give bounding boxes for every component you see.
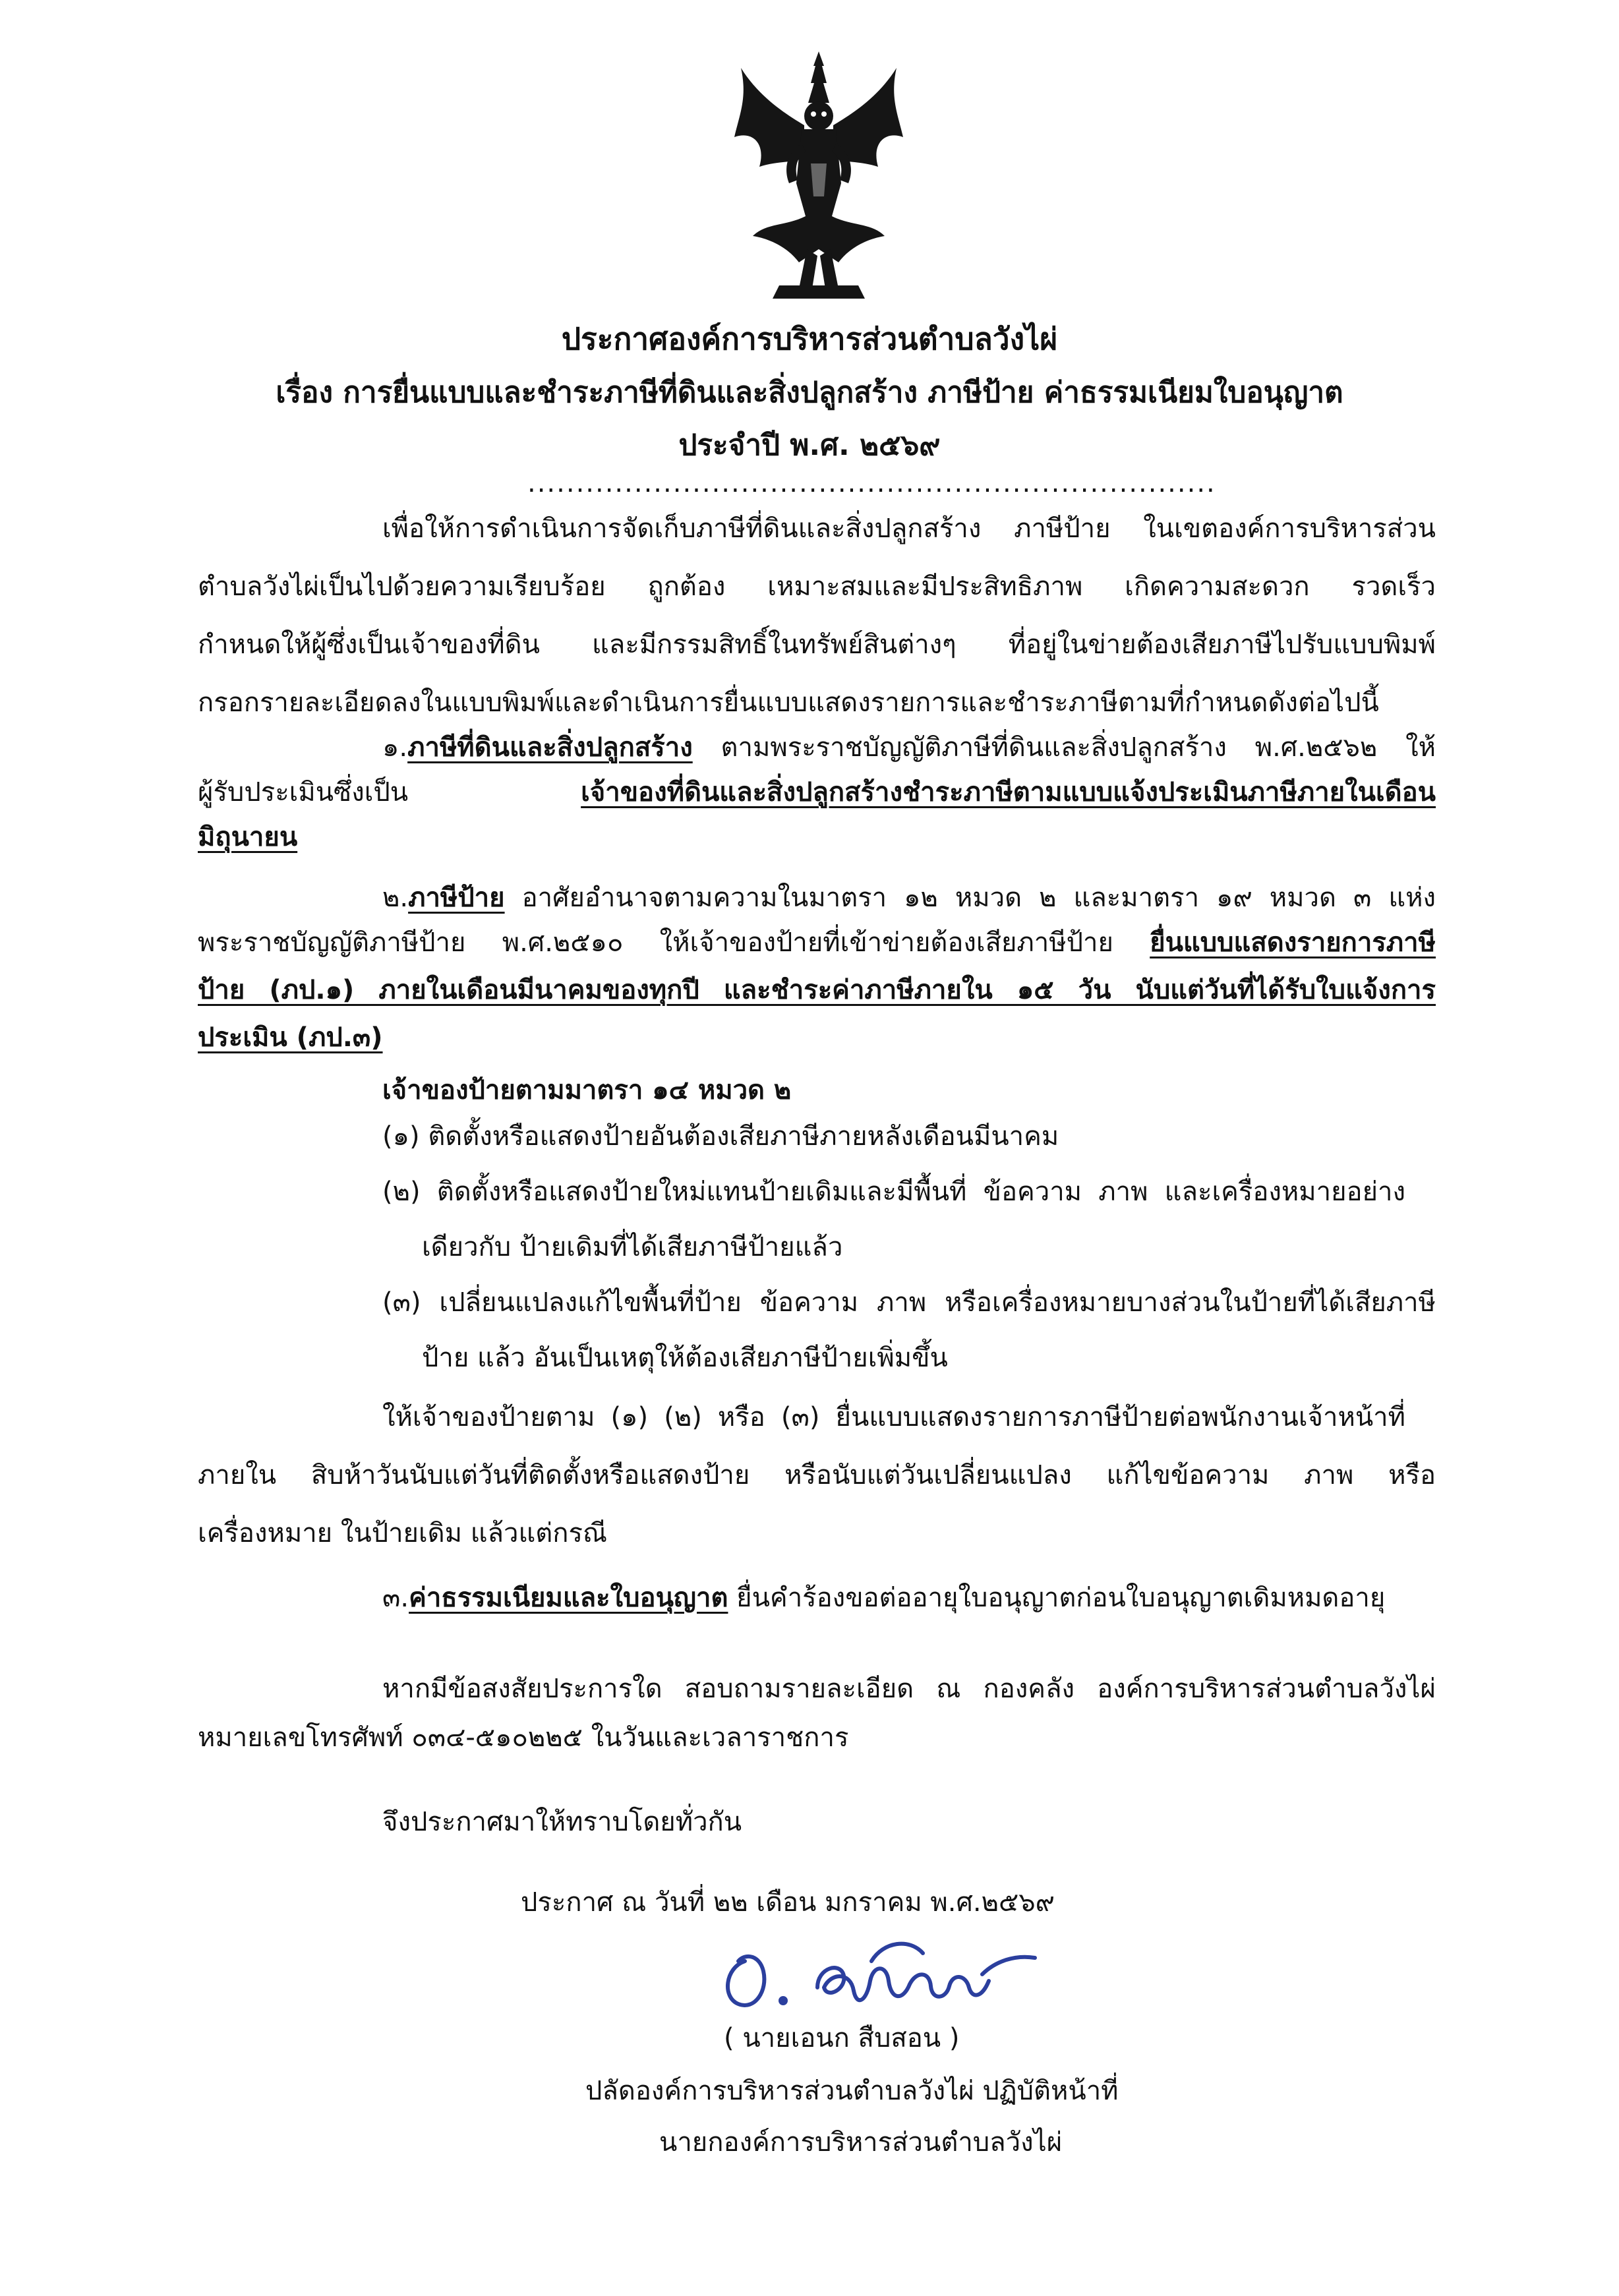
announcement-subject: เรื่อง การยื่นแบบและชำระภาษีที่ดินและสิ่งปลูกสร้าง ภาษีป้าย ค่าธรรมเนียมใบอนุญาต [276, 376, 1343, 409]
signer-position-2: นายกองค์การบริหารส่วนตำบลวังไผ่ [659, 2127, 1063, 2158]
section1-number: ๑. [382, 732, 408, 763]
contact-line-1: หากมีข้อสงสัยประการใด สอบถามรายละเอียด ณ กองคลัง องค์การบริหารส่วนตำบลวังไผ่ [382, 1674, 1436, 1704]
announcement-year: ประจำปี พ.ศ. ๒๕๖๙ [678, 428, 941, 462]
owner-item-1: (๑) ติดตั้งหรือแสดงป้ายอันต้องเสียภาษีภายหลังเดือนมีนาคม [382, 1121, 1059, 1152]
intro-line-2: ตำบลวังไผ่เป็นไปด้วยความเรียบร้อย ถูกต้อง เหมาะสมและมีประสิทธิภาพ เกิดความสะดวก รวดเร็ว [198, 572, 1436, 602]
signer-name: ( นายเอนก สืบสอน ) [724, 2023, 960, 2053]
intro-line-3: กำหนดให้ผู้ซึ่งเป็นเจ้าของที่ดิน และมีกรรมสิทธิ์ในทรัพย์สินต่างๆ ที่อยู่ในข่ายต้องเสียภาษีไปรับแบบพิมพ์ [198, 630, 1436, 660]
section1-deadline: มิถุนายน [198, 822, 298, 852]
section3-heading: ค่าธรรมเนียมและใบอนุญาต [409, 1583, 728, 1613]
section3-number: ๓. [382, 1583, 409, 1613]
section2-line-2 [198, 927, 1436, 958]
section2-act-text: พระราชบัญญัติภาษีป้าย พ.ศ.๒๕๑๐ ให้เจ้าของป้ายที่เข้าข่ายต้องเสียภาษีป้าย [198, 927, 1150, 958]
section2-heading: ภาษีป้าย [408, 883, 505, 913]
section2-authority-text: อาศัยอำนาจตามความในมาตรา ๑๒ หมวด ๒ และมาตรา ๑๙ หมวด ๓ แห่ง [504, 883, 1436, 913]
filing-instruction-3: เครื่องหมาย ในป้ายเดิม แล้วแต่กรณี [198, 1518, 608, 1548]
owners-heading: เจ้าของป้ายตามมาตรา ๑๔ หมวด ๒ [382, 1075, 792, 1105]
intro-line-1: เพื่อให้การดำเนินการจัดเก็บภาษีที่ดินและสิ่งปลูกสร้าง ภาษีป้าย ในเขตองค์การบริหารส่วน [382, 514, 1436, 544]
owner-item-2: (๒) ติดตั้งหรือแสดงป้ายใหม่แทนป้ายเดิมและมีพื้นที่ ข้อความ ภาพ และเครื่องหมายอย่าง [382, 1177, 1405, 1207]
handwritten-signature-icon [719, 1935, 1048, 2024]
section1-heading: ภาษีที่ดินและสิ่งปลูกสร้าง [407, 732, 693, 763]
section1-assessee-text: ผู้รับประเมินซึ่งเป็น [198, 777, 581, 808]
intro-line-4: กรอกรายละเอียดลงในแบบพิมพ์และดำเนินการยื่นแบบแสดงรายการและชำระภาษีตามที่กำหนดดังต่อไปนี้ [198, 688, 1379, 718]
filing-instruction-1: ให้เจ้าของป้ายตาม (๑) (๒) หรือ (๓) ยื่นแบบแสดงรายการภาษีป้ายต่อพนักงานเจ้าหน้าที่ [382, 1402, 1405, 1432]
section2-line-4: ประเมิน (ภป.๓) [198, 1022, 383, 1053]
divider: ....................................................................... [527, 468, 1216, 498]
section1-intro-text: ตามพระราชบัญญัติภาษีที่ดินและสิ่งปลูกสร้าง พ.ศ.๒๕๖๒ ให้ [692, 732, 1436, 763]
section3-line [382, 1582, 1385, 1614]
section2-line-1 [382, 882, 1436, 914]
section1-payment-rule: เจ้าของที่ดินและสิ่งปลูกสร้างชำระภาษีตามแบบแจ้งประเมินภาษีภายในเดือน [581, 777, 1436, 808]
section1-line-2 [198, 777, 1436, 808]
signer-position-1: ปลัดองค์การบริหารส่วนตำบลวังไผ่ ปฏิบัติหน้าที่ [585, 2076, 1119, 2106]
filing-instruction-2: ภายใน สิบห้าวันนับแต่วันที่ติดตั้งหรือแสดงป้าย หรือนับแต่วันเปลี่ยนแปลง แก้ไขข้อความ ภาพ หรือ [198, 1460, 1436, 1490]
closing-statement: จึงประกาศมาให้ทราบโดยทั่วกัน [382, 1807, 742, 1837]
garuda-emblem-icon [733, 51, 904, 302]
section3-text: ยื่นคำร้องขอต่ออายุใบอนุญาตก่อนใบอนุญาตเดิมหมดอายุ [728, 1583, 1386, 1613]
owner-item-3: (๓) เปลี่ยนแปลงแก้ไขพื้นที่ป้าย ข้อความ ภาพ หรือเครื่องหมายบางส่วนในป้ายที่ได้เสียภาษี [382, 1287, 1436, 1318]
announcement-date: ประกาศ ณ วันที่ ๒๒ เดือน มกราคม พ.ศ.๒๕๖๙ [521, 1887, 1055, 1918]
section2-filing-rule: ยื่นแบบแสดงรายการภาษี [1150, 927, 1436, 958]
owner-item-3-cont: ป้าย แล้ว อันเป็นเหตุให้ต้องเสียภาษีป้ายเพิ่มขึ้น [422, 1343, 948, 1373]
section2-line-3: ป้าย (ภป.๑) ภายในเดือนมีนาคมของทุกปี และชำระค่าภาษีภายใน ๑๕ วัน นับแต่วันที่ได้รับใบแจ้งการ [198, 975, 1436, 1005]
section2-number: ๒. [382, 883, 409, 913]
owner-item-2-cont: เดียวกับ ป้ายเดิมที่ได้เสียภาษีป้ายแล้ว [422, 1232, 843, 1262]
announcement-title: ประกาศองค์การบริหารส่วนตำบลวังไผ่ [561, 321, 1058, 357]
section1-line-1 [382, 732, 1436, 763]
contact-line-2: หมายเลขโทรศัพท์ ๐๓๔-๕๑๐๒๒๕ ในวันและเวลาราชการ [198, 1722, 849, 1753]
